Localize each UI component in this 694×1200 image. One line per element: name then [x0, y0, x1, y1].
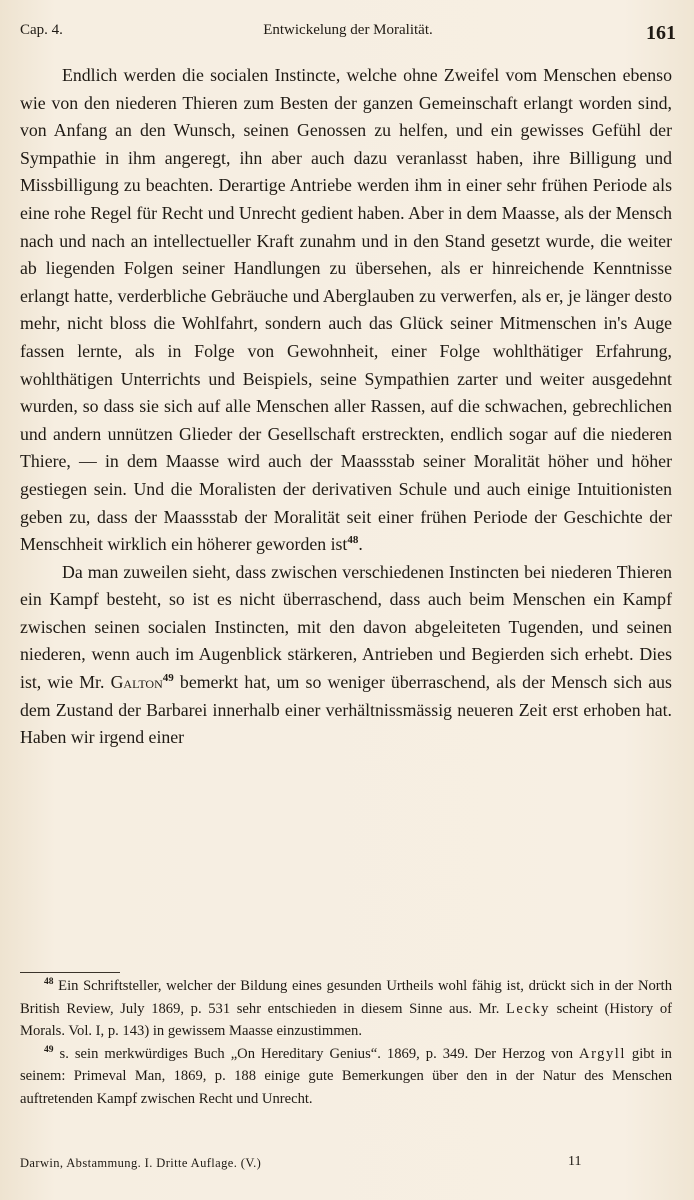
footnote-48-end: scheint (History of Morals. Vol. I, p. 143) in gewissem Maasse einzustimmen.	[20, 1000, 672, 1040]
footnote-49-end: gibt in seinem: Primeval Man, 1869, p. 188 einige gute Bemerkungen über den in der Natur des Menschen auftretenden Kampf zwischen Recht und Unrecht.	[20, 1045, 672, 1107]
paragraph-2-text: Da man zuweilen sieht, dass zwischen verschiedenen Instincten bei niederen Thieren ein Kampf besteht, so ist es nicht überraschend, dass auch beim Menschen ein Kampf zwischen seinen socialen Instincten, mit den davon abgeleiteten Tugenden, und seinen niederen, wenn auch im Augenblick stärkeren, Antrieben und Begierden sich erhebt. Dies ist, wie Mr.	[20, 561, 672, 693]
footnote-49	[20, 1043, 672, 1111]
printer-signature: Darwin, Abstammung. I. Dritte Auflage. (V.)	[20, 1156, 262, 1170]
page-header	[20, 18, 676, 48]
footnote-rule	[20, 972, 120, 973]
footnote-48	[20, 975, 672, 1043]
footnote-48-text: Ein Schriftsteller, welcher der Bildung eines gesunden Urtheils wohl fähig ist, drückt sich in der North British Review, July 1869, p. 531 sehr entschieden in diesem Sinne aus. Mr.	[20, 978, 672, 1017]
page-footer	[20, 1154, 674, 1178]
sheet-number: 11	[568, 1154, 582, 1169]
footnote-mark-48: 48	[44, 977, 54, 988]
footnote-mark-49: 49	[44, 1044, 54, 1055]
paragraph-2	[20, 559, 672, 752]
footnotes	[20, 975, 672, 1111]
paragraph-1-text: Endlich werden die socialen Instincte, welche ohne Zweifel vom Menschen ebenso wie von den niederen Thieren zum Besten der ganzen Gemeinschaft erlangt worden sind, von Anfang an den Wunsch, seinen Genossen zu helfen, und ein gewisses Gefühl der Sympathie in ihm angeregt, ihn aber auch dazu veranlasst haben, ihre Billigung und Missbilligung zu beachten. Derartige Antriebe werden ihm in einer sehr frühen Periode als eine rohe Regel für Recht und Unrecht gedient haben. Aber in dem Maasse, als der Mensch nach und nach an intellectueller Kraft zunahm und in den Stand gesetzt wurde, die weiter ab liegenden Folgen seiner Handlungen zu übersehen, als er hinreichende Kenntnisse erlangt hatte, verderbliche Gebräuche und Aberglauben zu verwerfen, als er, je länger desto mehr, nicht bloss die Wohlfahrt, sondern auch das Glück seiner Mitmenschen in's Auge fassen lernte, als in Folge von Gewohnheit, einer Folge wohlthätiger Erfahrung, wohlthätigen Unterrichts und Beispiels, seine Sympathien zarter und weiter ausgedehnt wurden, so dass sie sich auf alle Menschen aller Rassen, auf die schwachen, gebrechlichen und andern unnützen Glieder der Gesellschaft erstreckten, endlich sogar auf die niederen Thiere, — in dem Maasse wird auch der Maassstab seiner Moralität höher und höher gestiegen sein. Und die Moralisten der derivativen Schule und auch einige Intuitionisten geben zu, dass der Maassstab der Moralität seit einer frühen Periode der Geschichte der Menschheit wirklich ein höherer geworden ist	[20, 65, 672, 555]
footnote-49-text: s. sein merkwürdiges Buch „On Hereditary Genius“. 1869, p. 349. Der Herzog von	[59, 1045, 574, 1062]
paragraph-1	[20, 62, 672, 559]
footnote-ref-49: 49	[162, 672, 174, 685]
paragraph-1-end: .	[358, 534, 363, 555]
main-text	[20, 62, 672, 752]
author-name-argyll: Argyll	[579, 1045, 626, 1062]
running-title: Entwickelung der Moralität.	[263, 22, 433, 38]
paragraph-2-end: bemerkt hat, um so weniger überraschend, als der Mensch sich aus dem Zustand der Barbarei innerhalb einer verhältnissmässig neueren Zeit erst erhoben hat. Haben wir irgend einer	[20, 672, 672, 748]
author-name-galton: Galton	[110, 672, 163, 693]
chapter-label: Cap. 4.	[20, 22, 63, 38]
footnote-ref-48: 48	[347, 534, 359, 547]
page-number: 161	[646, 22, 676, 44]
author-name-lecky: Lecky	[506, 1000, 550, 1017]
